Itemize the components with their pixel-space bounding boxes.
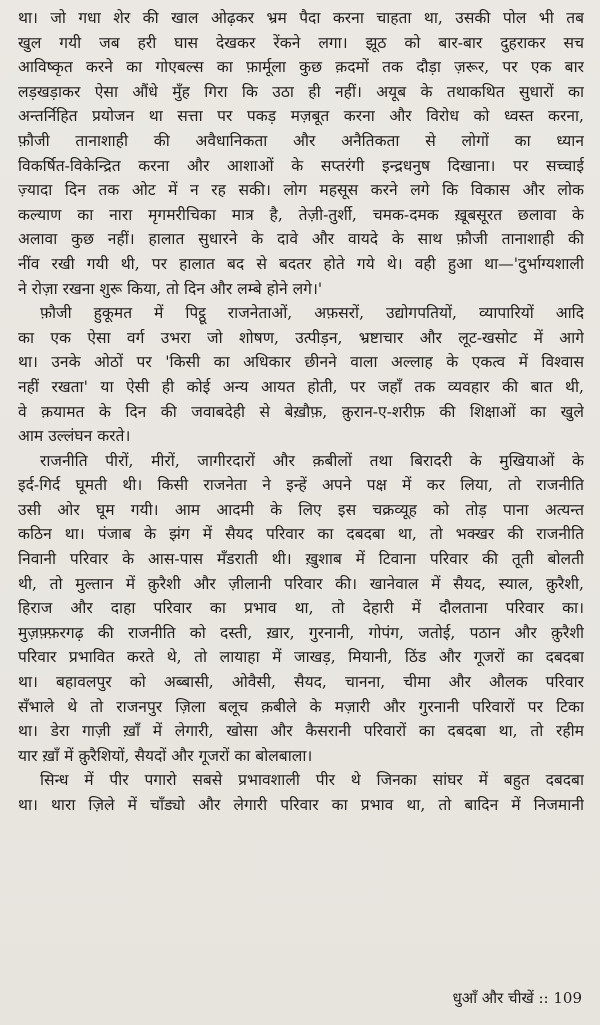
text-line: का एक ऐसा वर्ग उभरा जो शोषण, उत्पीड़न, भ्रष्टाचार और लूट-खसोट में आगे — [18, 328, 584, 347]
text-line: नींव रखी गयी थी, पर हालात बद से बदतर होते गये थे। वही हुआ था—'दुर्भाग्यशाली — [18, 254, 584, 273]
paragraph-first-line: फ़ौजी हुकूमत में पिट्ठू राजनेताओं, अफ़सरों, उद्योगपतियों, व्यापारियों आदि — [40, 304, 584, 323]
page-footer: धुआँ और चीखें :: 109 — [452, 989, 582, 1007]
paragraph-last-line: यार ख़ाँ में क़ुरैशियों, सैयदों और गूजरों का बोलबाला। — [18, 746, 313, 765]
text-line: थी, तो मुल्तान में क़ुरैशी और ज़ीलानी परिवार की। खानेवाल में सैयद, स्याल, क़ुरैशी, — [18, 574, 584, 593]
paragraph-first-line: सिन्ध में पीर पगारो सबसे प्रभावशाली पीर थे जिनका सांघर में बहुत दबदबा — [40, 771, 584, 790]
text-line: निवानी परिवार के आस-पास मँडराती थी। ख़ुशाब में टिवाना परिवार की तूती बोलती — [18, 550, 584, 569]
text-line: था। थारा ज़िले में चाँड्यो और लेगारी परिवार का प्रभाव था, तो बादिन में निजमानी — [18, 796, 584, 814]
text-line: अन्तर्निहित प्रयोजन था सत्ता पर पकड़ मज़बूत करना और विरोध को ध्वस्त करना, — [18, 107, 584, 126]
text-line: अलावा कुछ नहीं। हालात सुधारने के दावे और वायदे के साथ फ़ौजी तानाशाही की — [18, 230, 584, 249]
paragraph-last-line: आम उल्लंघन करते। — [18, 427, 131, 446]
text-line: सँभाले थे तो राजनपुर ज़िला बलूच क़बीले के मज़ारी और गुरनानी परिवारों पर टिका — [18, 697, 584, 716]
paragraph-first-line: राजनीति पीरों, मीरों, जागीरदारों और क़बीलों तथा बिरादरी के मुखियाओं के — [40, 451, 584, 470]
text-line: उसी ओर घूम गयी। आम आदमी के लिए इस चक्रव्यूह को तोड़ पाना अत्यन्त — [18, 500, 584, 519]
text-line: कठिन था। पंजाब के झंग में सैयद परिवार का दबदबा था, तो भक्खर की राजनीति — [18, 525, 584, 544]
text-line: था। जो गधा शेर की खाल ओढ़कर भ्रम पैदा करना चाहता था, उसकी पोल भी तब — [18, 9, 584, 27]
text-line: ज़्यादा दिन तक ओट में न रह सकी। लोग महसूस करने लगे कि विकास और लोक — [18, 181, 584, 200]
text-line: नहीं रखता' या ऐसी ही कोई अन्य आयत होती, पर जहाँ तक व्यवहार की बात थी, — [18, 377, 584, 396]
text-line: हिराज और दाहा परिवार का प्रभाव था, तो देहारी में दौलताना परिवार का। — [18, 599, 584, 618]
text-line: खुल गयी जब हरी घास देखकर रेंकने लगा। झूठ को बार-बार दुहराकर सच — [18, 33, 584, 52]
text-line: मुज़फ़्फ़रगढ़ की राजनीति को दस्ती, ख़ार, गुरनानी, गोपंग, जतोई, पठान और क़ुरैशी — [18, 623, 584, 642]
text-line: लड़खड़ाकर ऐसा औंधे मुँह गिरा कि उठा ही नहीं। अयूब के तथाकथित सुधारों का — [18, 82, 584, 101]
text-line: था। डेरा गाज़ी ख़ाँ में लेगारी, खोसा और कैसरानी परिवारों का दबदबा था, तो रहीम — [18, 722, 584, 741]
text-line: आविष्कृत करने का गोएबल्स का फ़ार्मूला कुछ क़दमों तक दौड़ा ज़रूर, पर एक बार — [18, 58, 584, 77]
text-line: विकर्षित-विकेन्द्रित करना और आशाओं के सप्तरंगी इन्द्रधनुष दिखाना। पर सच्चाई — [18, 156, 584, 175]
text-line: परिवार प्रभावित करते थे, तो लायाहा में जाखड़, मियानी, ठिंड और गूजरों का दबदबा — [18, 648, 584, 667]
text-line: था। बहावलपुर को अब्बासी, ओवैसी, सैयद, चानना, चीमा और औलक परिवार — [18, 673, 584, 692]
text-line: इर्द-गिर्द घूमती थी। किसी राजनेता ने इन्हें अपने पक्ष में कर लिया, तो राजनीति — [18, 476, 584, 495]
paragraph-last-line: ने रोज़ा रखना शुरू किया, तो दिन और लम्बे होने लगे।' — [18, 279, 323, 298]
text-line: फ़ौजी तानाशाही की अवैधानिकता और अनैतिकता से लोगों का ध्यान — [18, 131, 584, 150]
text-line: वे क़यामत के दिन की जवाबदेही से बेख़ौफ़, क़ुरान-ए-शरीफ़ की शिक्षाओं का खुले — [18, 402, 584, 421]
body-text — [18, 6, 584, 818]
text-line: कल्याण का नारा मृगमरीचिका मात्र है, तेज़ी-तुर्शी, चमक-दमक ख़ूबसूरत छलावा के — [18, 205, 584, 224]
text-line: था। उनके ओठों पर 'किसी का अधिकार छीनने वाला अल्लाह के एकत्व में विश्वास — [18, 353, 584, 372]
